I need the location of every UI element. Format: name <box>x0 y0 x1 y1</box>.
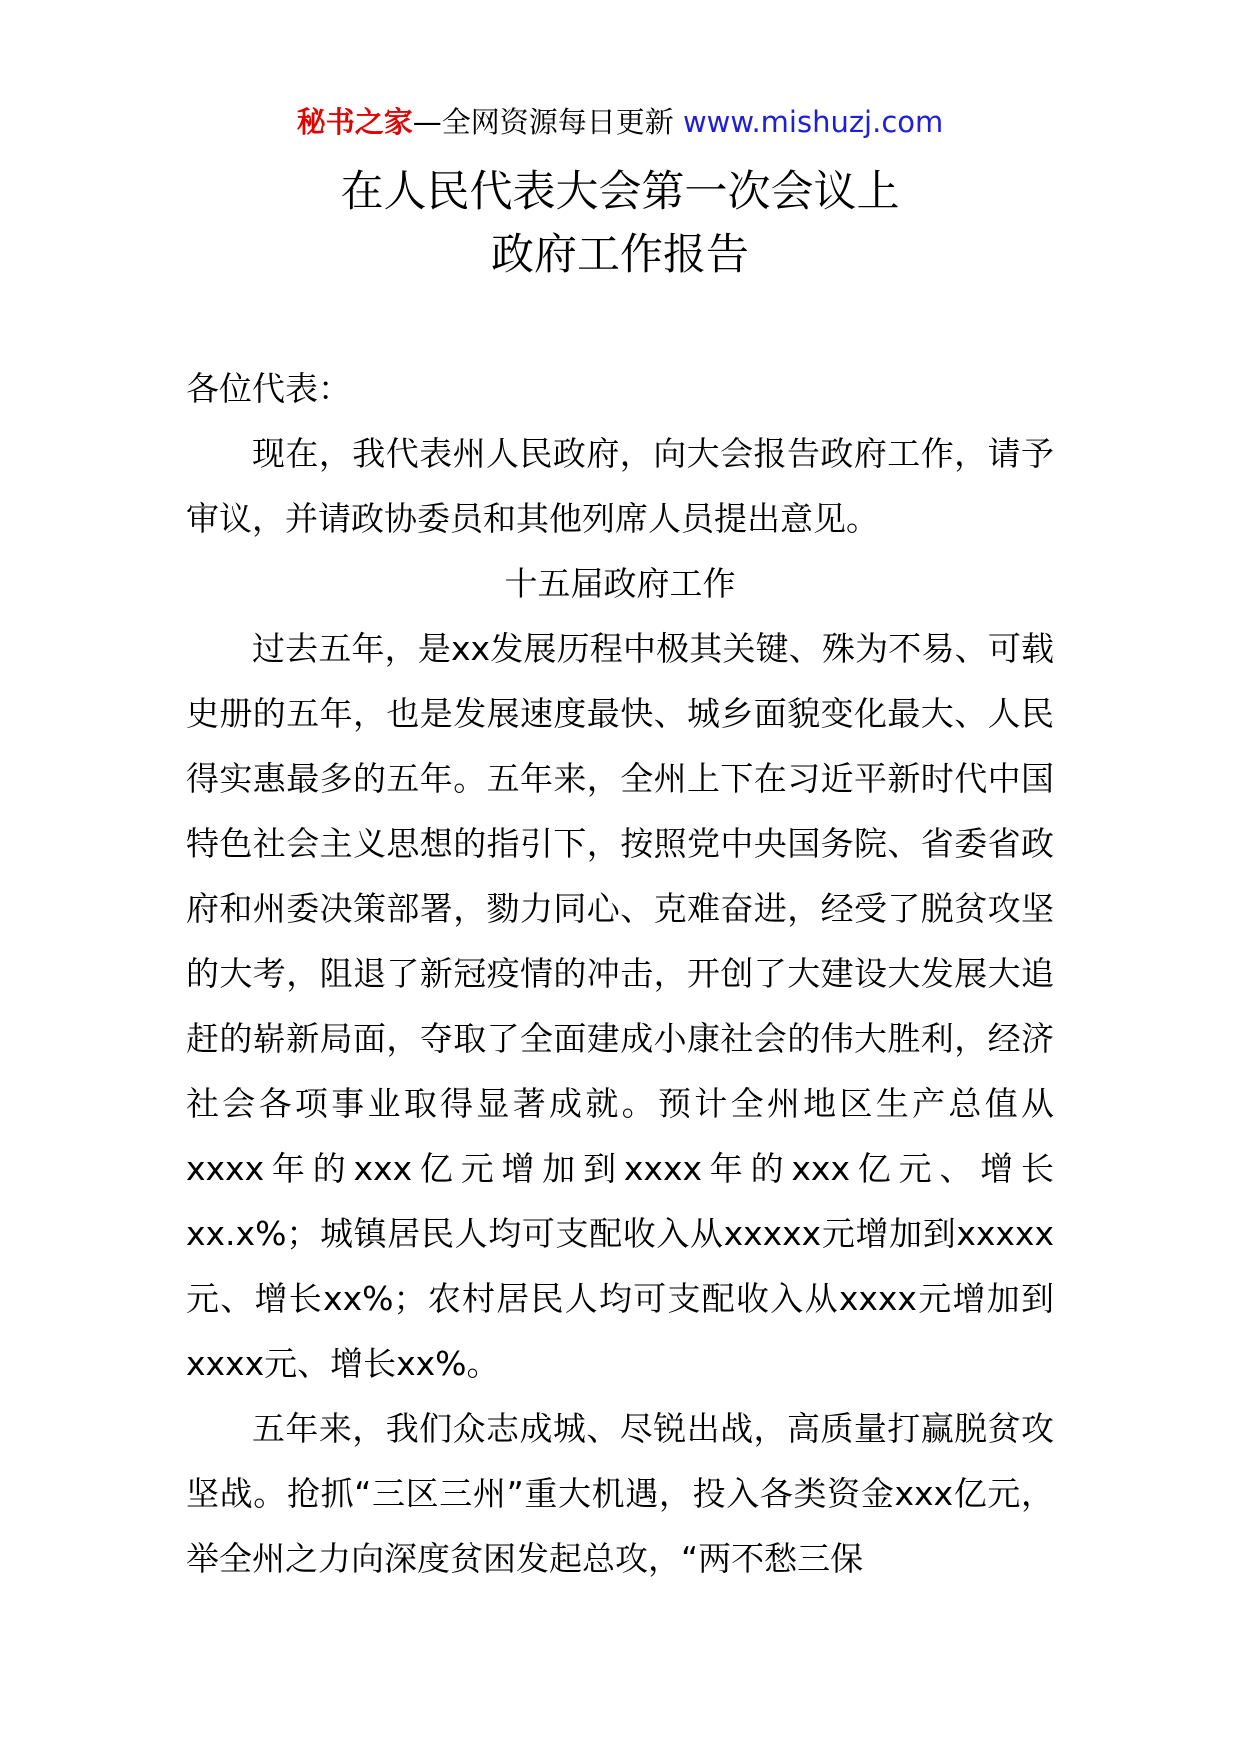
brand-name: 秘书之家 <box>296 105 413 139</box>
banner-slogan: —全网资源每日更新 <box>412 105 683 139</box>
document-body <box>186 356 1054 1591</box>
body-paragraph-1: 过去五年，是xx发展历程中极其关键、殊为不易、可载史册的五年，也是发展速度最快、城乡面貌变化最大、人民得实惠最多的五年。五年来，全州上下在习近平新时代中国特色社会主义思想的指引下，按照党中央国务院、省委省政府和州委决策部署，勠力同心、克难奋进，经受了脱贫攻坚的大考，阻退了新冠疫情的冲击，开创了大建设大发展大追赶的崭新局面，夺取了全面建成小康社会的伟大胜利，经济社会各项事业取得显著成就。预计全州地区生产总值从xxxx年的xxx亿元增加到xxxx年的xxx亿元、增长xx.x%；城镇居民人均可支配收入从xxxxx元增加到xxxxx元、增长xx%；农村居民人均可支配收入从xxxx元增加到xxxx元、增长xx%。 <box>186 629 1054 1383</box>
website-link[interactable]: www.mishuzj.com <box>682 105 944 139</box>
document-title-line1: 在人民代表大会第一次会议上 <box>340 167 900 217</box>
section-heading: 十五届政府工作 <box>504 564 736 603</box>
document-title-line2: 政府工作报告 <box>491 230 749 280</box>
salutation: 各位代表： <box>186 369 351 408</box>
header-banner <box>0 102 1240 142</box>
intro-paragraph: 现在，我代表州人民政府，向大会报告政府工作，请予审议，并请政协委员和其他列席人员提出意见。 <box>186 434 1054 538</box>
body-paragraph-2: 五年来，我们众志成城、尽锐出战，高质量打赢脱贫攻坚战。抢抓“三区三州”重大机遇，投入各类资金xxx亿元，举全州之力向深度贫困发起总攻，“两不愁三保 <box>186 1409 1054 1578</box>
